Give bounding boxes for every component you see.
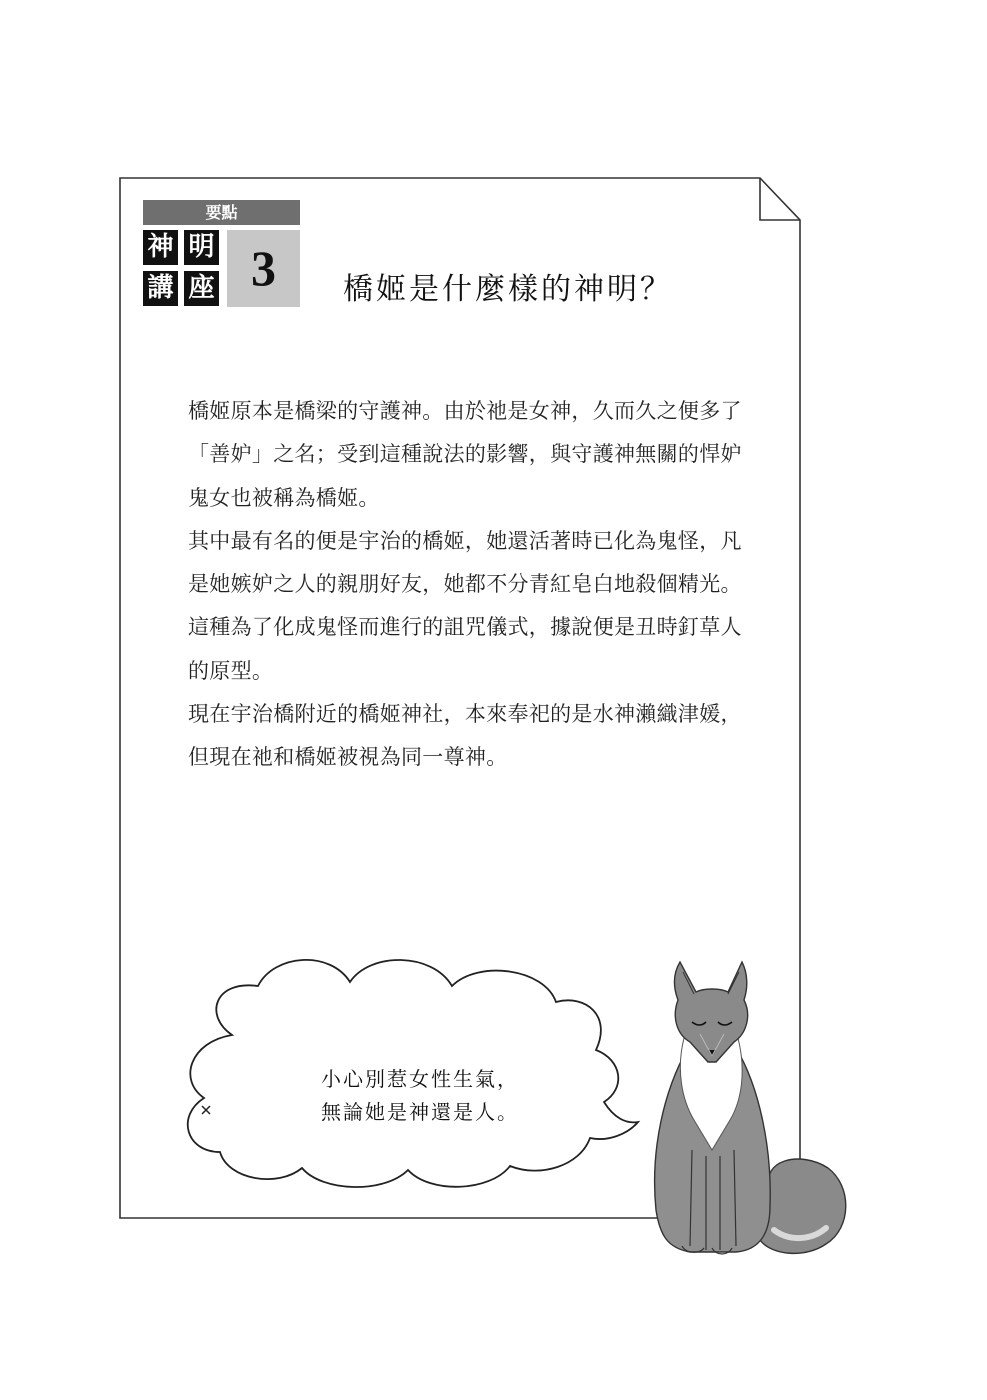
body-paragraph: 其中最有名的便是宇治的橋姬，她還活著時已化為鬼怪，凡是她嫉妒之人的親朋好友，她都不分青紅皂白地殺個精光。這種為了化成鬼怪而進行的詛咒儀式，據說便是丑時釘草人的原型。 [188,528,742,683]
kanji-box-4: 座 [184,271,219,306]
body-text [188,390,748,780]
section-label: 要點 [143,200,300,225]
body-paragraph: 橋姬原本是橋梁的守護神。由於祂是女神，久而久之便多了「善妒」之名；受到這種說法的影響，與守護神無關的悍妒鬼女也被稱為橋姬。 [188,399,742,510]
kanji-box-2: 明 [184,230,219,265]
page-title: 橋姬是什麼樣的神明？ [343,272,673,307]
body-paragraph: 現在宇治橋附近的橋姬神社，本來奉祀的是水神瀨織津媛，但現在祂和橋姬被視為同一尊神。 [188,702,742,770]
speech-bubble-line: 小心別惹女性生氣， [321,1067,519,1091]
kanji-box-3: 講 [143,271,178,306]
kanji-box-1: 神 [143,230,178,265]
speech-bubble-text [290,1063,550,1129]
lesson-number: 3 [227,230,300,307]
speech-bubble-line: 無論她是神還是人。 [321,1100,519,1124]
